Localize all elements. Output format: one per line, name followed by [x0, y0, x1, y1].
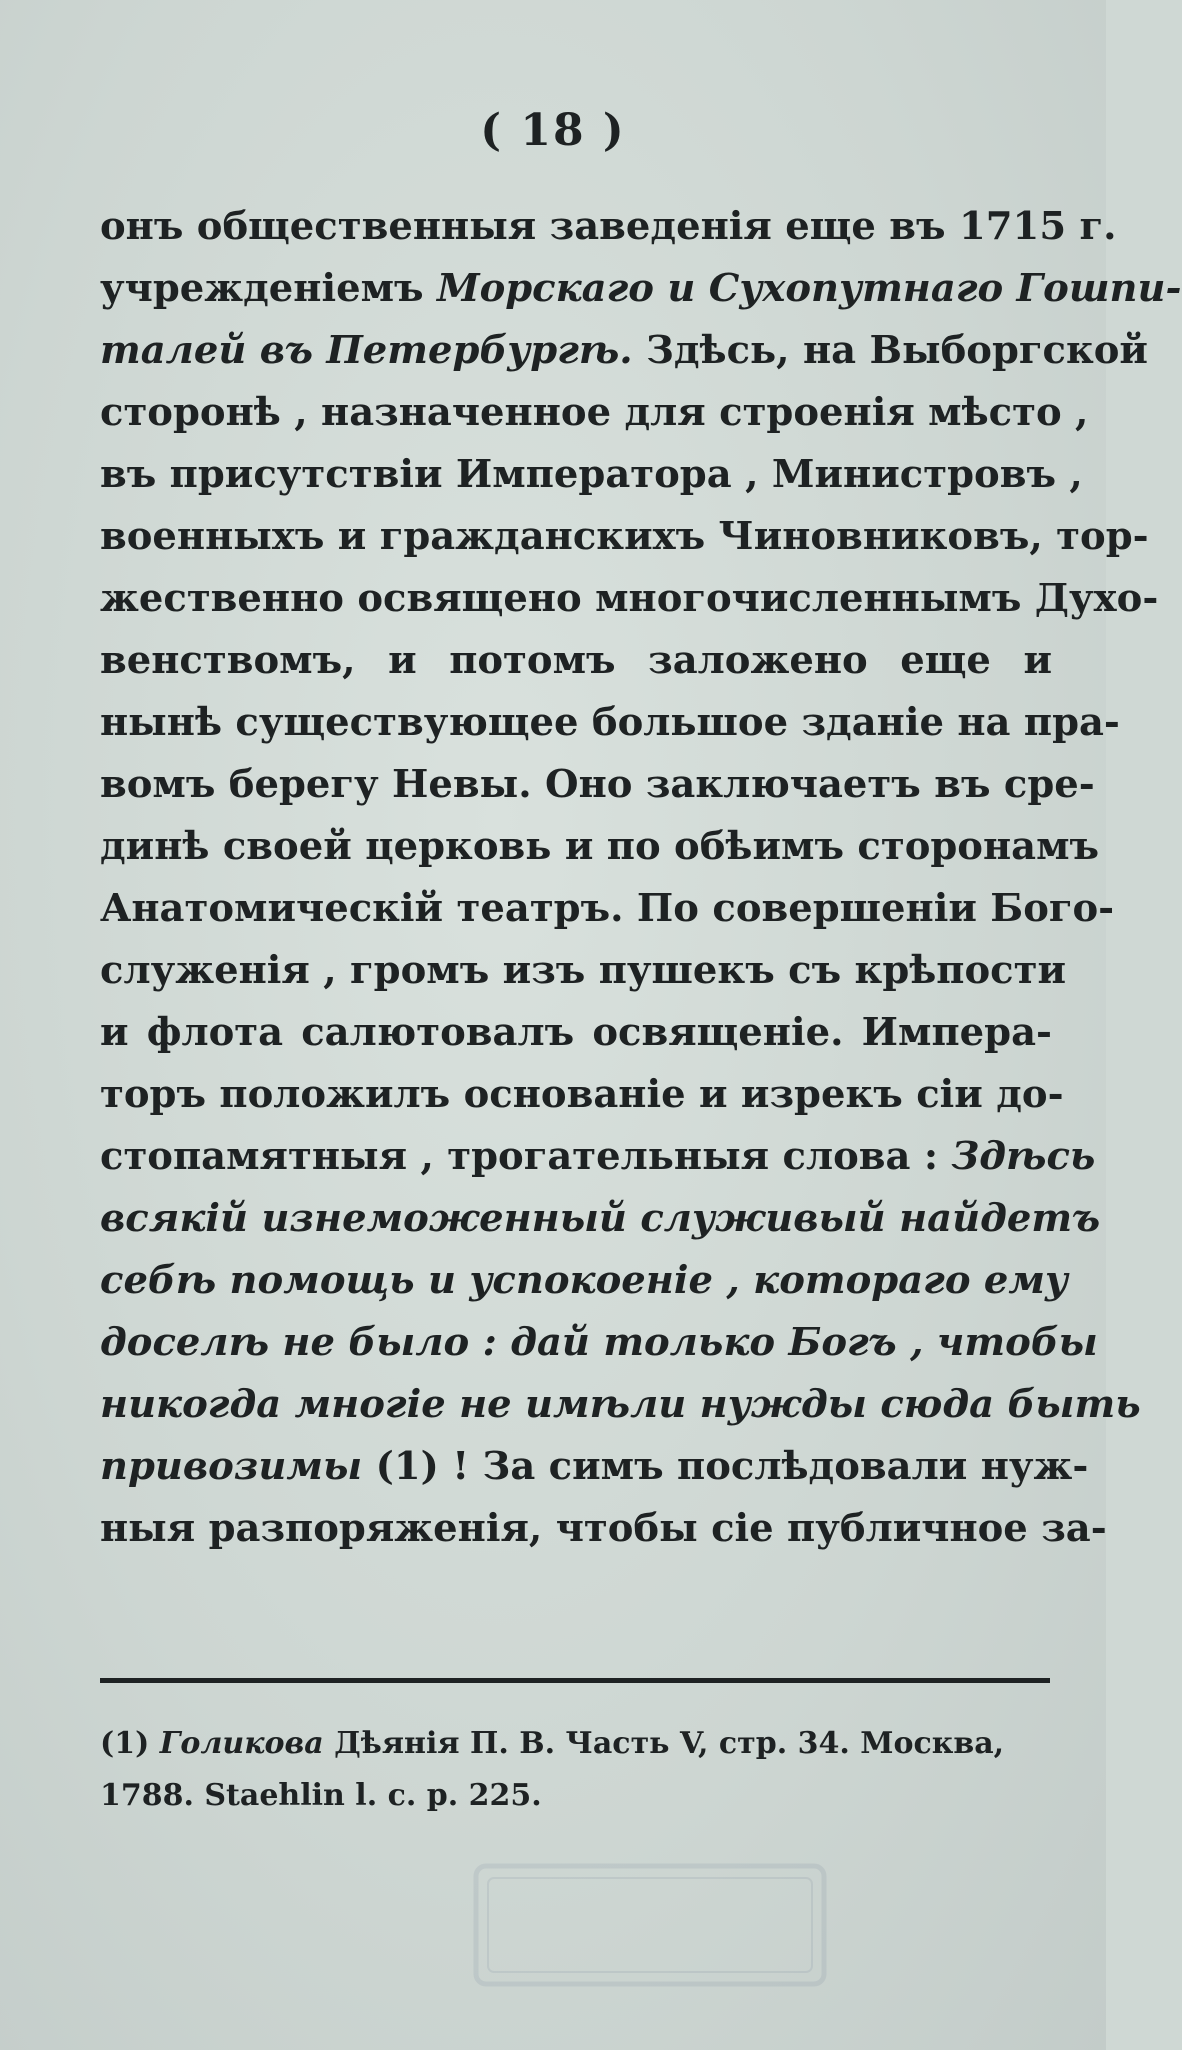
- italic-text-segment: Морскаго и Сухопутнаго Гошпи-: [436, 266, 1182, 311]
- text-segment: Здѣсь, на Выборгской: [632, 328, 1148, 373]
- text-segment: ныя разпоряженія, чтобы сіе публичное за-: [100, 1506, 1107, 1551]
- text-line: [100, 568, 1159, 630]
- text-segment: венствомъ, и потомъ заложено еще и: [100, 638, 1052, 683]
- italic-text-segment: талей въ Петербургѣ.: [100, 328, 633, 373]
- text-segment: служенія , громъ изъ пушекъ съ крѣпости: [100, 948, 1067, 993]
- italic-text-segment: привозимы: [100, 1444, 363, 1489]
- footnote-divider: [100, 1678, 1050, 1683]
- text-line: [100, 878, 1115, 940]
- footnote: [100, 1718, 1060, 1822]
- text-segment: вомъ берегу Невы. Оно заключаетъ въ сре-: [100, 762, 1095, 807]
- text-segment: (1): [100, 1726, 160, 1761]
- page-number: ( 18 ): [480, 105, 626, 156]
- italic-text-segment: Здѣсь: [951, 1134, 1096, 1179]
- text-segment: 1788. Staehlin l. c. p. 225.: [100, 1778, 542, 1813]
- body-text: [100, 196, 1182, 1560]
- italic-text-segment: всякій изнеможенный служивый найдетъ: [100, 1196, 1101, 1241]
- text-line: [100, 1250, 1069, 1312]
- text-line: [100, 630, 1052, 692]
- text-segment: Анатомическій театръ. По совершеніи Бого-: [100, 886, 1115, 931]
- text-line: [100, 1064, 1064, 1126]
- text-line: [100, 258, 1182, 320]
- text-line: [100, 692, 1120, 754]
- text-line: [100, 320, 1148, 382]
- library-stamp-icon: [470, 1860, 830, 1990]
- text-segment: нынѣ существующее большое зданіе на пра-: [100, 700, 1120, 745]
- text-segment: Дѣянія П. В. Часть V, стр. 34. Москва,: [323, 1726, 1005, 1761]
- text-line: [100, 1312, 1098, 1374]
- text-line: [100, 940, 1067, 1002]
- italic-text-segment: Голикова: [159, 1726, 324, 1761]
- text-segment: жественно освящено многочисленнымъ Духо-: [100, 576, 1159, 621]
- text-line: [100, 1436, 1089, 1498]
- text-line: [100, 382, 1089, 444]
- text-segment: учрежденіемъ: [100, 266, 437, 311]
- text-segment: сторонѣ , назначенное для строенія мѣсто ,: [100, 390, 1089, 435]
- text-line: [100, 1188, 1101, 1250]
- italic-text-segment: никогда многіе не имѣли нужды сюда быть: [100, 1382, 1141, 1427]
- footnote-line: [100, 1770, 1060, 1822]
- text-segment: и флота салютовалъ освященіе. Импера-: [100, 1010, 1052, 1055]
- text-segment: военныхъ и гражданскихъ Чиновниковъ, тор-: [100, 514, 1149, 559]
- italic-text-segment: себѣ помощь и успокоеніе , котораго ему: [100, 1258, 1069, 1303]
- text-line: [100, 1498, 1107, 1560]
- text-line: [100, 1126, 1096, 1188]
- text-line: [100, 506, 1149, 568]
- text-line: [100, 1374, 1141, 1436]
- text-line: [100, 196, 1117, 258]
- text-line: [100, 444, 1083, 506]
- text-line: [100, 754, 1095, 816]
- text-segment: онъ общественныя заведенія еще въ 1715 г.: [100, 204, 1117, 249]
- text-line: [100, 816, 1100, 878]
- text-segment: (1) ! За симъ послѣдовали нуж-: [362, 1444, 1089, 1489]
- text-line: [100, 1002, 1052, 1064]
- footnote-line: [100, 1718, 1060, 1770]
- text-segment: стопамятныя , трогательныя слова :: [100, 1134, 952, 1179]
- text-segment: въ присутствіи Императора , Министровъ ,: [100, 452, 1083, 497]
- text-segment: динѣ своей церковь и по обѣимъ сторонамъ: [100, 824, 1100, 869]
- text-segment: торъ положилъ основаніе и изрекъ сіи до-: [100, 1072, 1064, 1117]
- italic-text-segment: доселѣ не было : дай только Богъ , чтобы: [100, 1320, 1098, 1365]
